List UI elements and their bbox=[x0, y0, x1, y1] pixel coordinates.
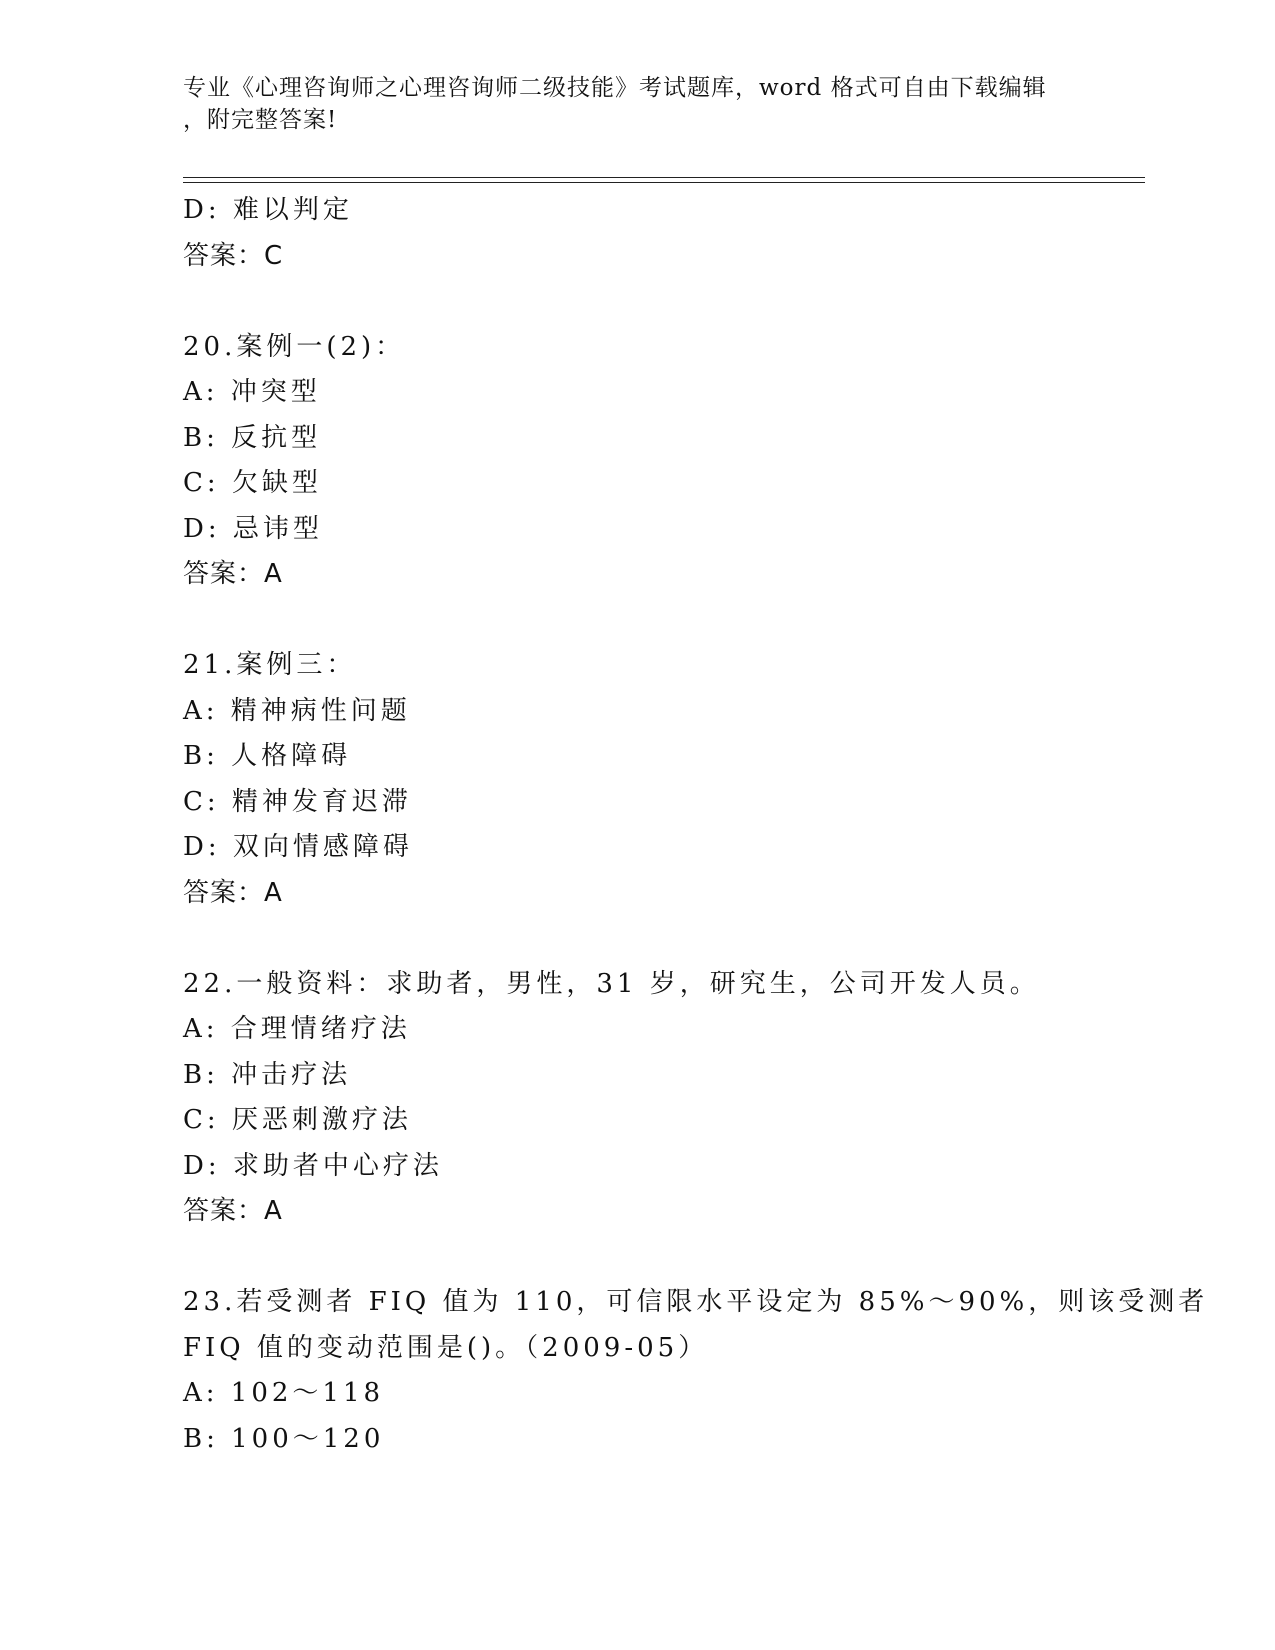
question-21 bbox=[183, 643, 1083, 916]
question-stem-line-1: 23.若受测者 FIQ 值为 110，可信限水平设定为 85%～90%，则该受测者 bbox=[183, 1287, 1209, 1317]
spacer bbox=[183, 916, 1083, 962]
option-a: A: 合理情绪疗法 bbox=[183, 1014, 411, 1044]
option-c: C: 厌恶刺激疗法 bbox=[183, 1105, 412, 1135]
option-c: C: 欠缺型 bbox=[183, 468, 322, 498]
question-22 bbox=[183, 962, 1083, 1235]
option-c: C: 精神发育迟滞 bbox=[183, 786, 412, 817]
option-b: B: 人格障碍 bbox=[183, 741, 352, 771]
option-b: B: 反抗型 bbox=[183, 422, 322, 453]
question-stem: 21.案例三： bbox=[183, 650, 357, 680]
option-b: B: 100～120 bbox=[183, 1423, 385, 1454]
header-line-2: ，附完整答案! bbox=[183, 107, 338, 133]
header-line-1: 专业《心理咨询师之心理咨询师二级技能》考试题库，word 格式可自由下载编辑 bbox=[183, 75, 1047, 101]
answer-line: 答案：A bbox=[183, 1196, 283, 1226]
spacer bbox=[183, 1235, 1083, 1281]
option-a: A: 精神病性问题 bbox=[183, 695, 411, 726]
question-stem: 20.案例一(2)： bbox=[183, 331, 406, 362]
question-19 bbox=[183, 188, 1083, 279]
question-23 bbox=[183, 1280, 1209, 1462]
option-a: A: 冲突型 bbox=[183, 377, 321, 407]
spacer bbox=[183, 279, 1083, 325]
question-list bbox=[183, 188, 1209, 1462]
option-d: D: 难以判定 bbox=[183, 195, 353, 225]
document-header bbox=[183, 72, 1063, 136]
header-divider-bottom bbox=[183, 182, 1145, 183]
option-d: D: 双向情感障碍 bbox=[183, 832, 413, 862]
option-b: B: 冲击疗法 bbox=[183, 1059, 352, 1090]
question-stem-line-2: FIQ 值的变动范围是()。（2009-05） bbox=[183, 1332, 709, 1363]
header-divider-top bbox=[183, 177, 1145, 178]
option-a: A: 102～118 bbox=[183, 1378, 385, 1408]
answer-line: 答案：C bbox=[183, 240, 284, 271]
question-20 bbox=[183, 325, 1083, 598]
spacer bbox=[183, 598, 1083, 644]
question-stem: 22.一般资料：求助者，男性，31 岁，研究生，公司开发人员。 bbox=[183, 968, 1040, 999]
option-d: D: 忌讳型 bbox=[183, 513, 323, 544]
option-d: D: 求助者中心疗法 bbox=[183, 1150, 443, 1181]
answer-line: 答案：A bbox=[183, 559, 283, 589]
answer-line: 答案：A bbox=[183, 877, 283, 908]
